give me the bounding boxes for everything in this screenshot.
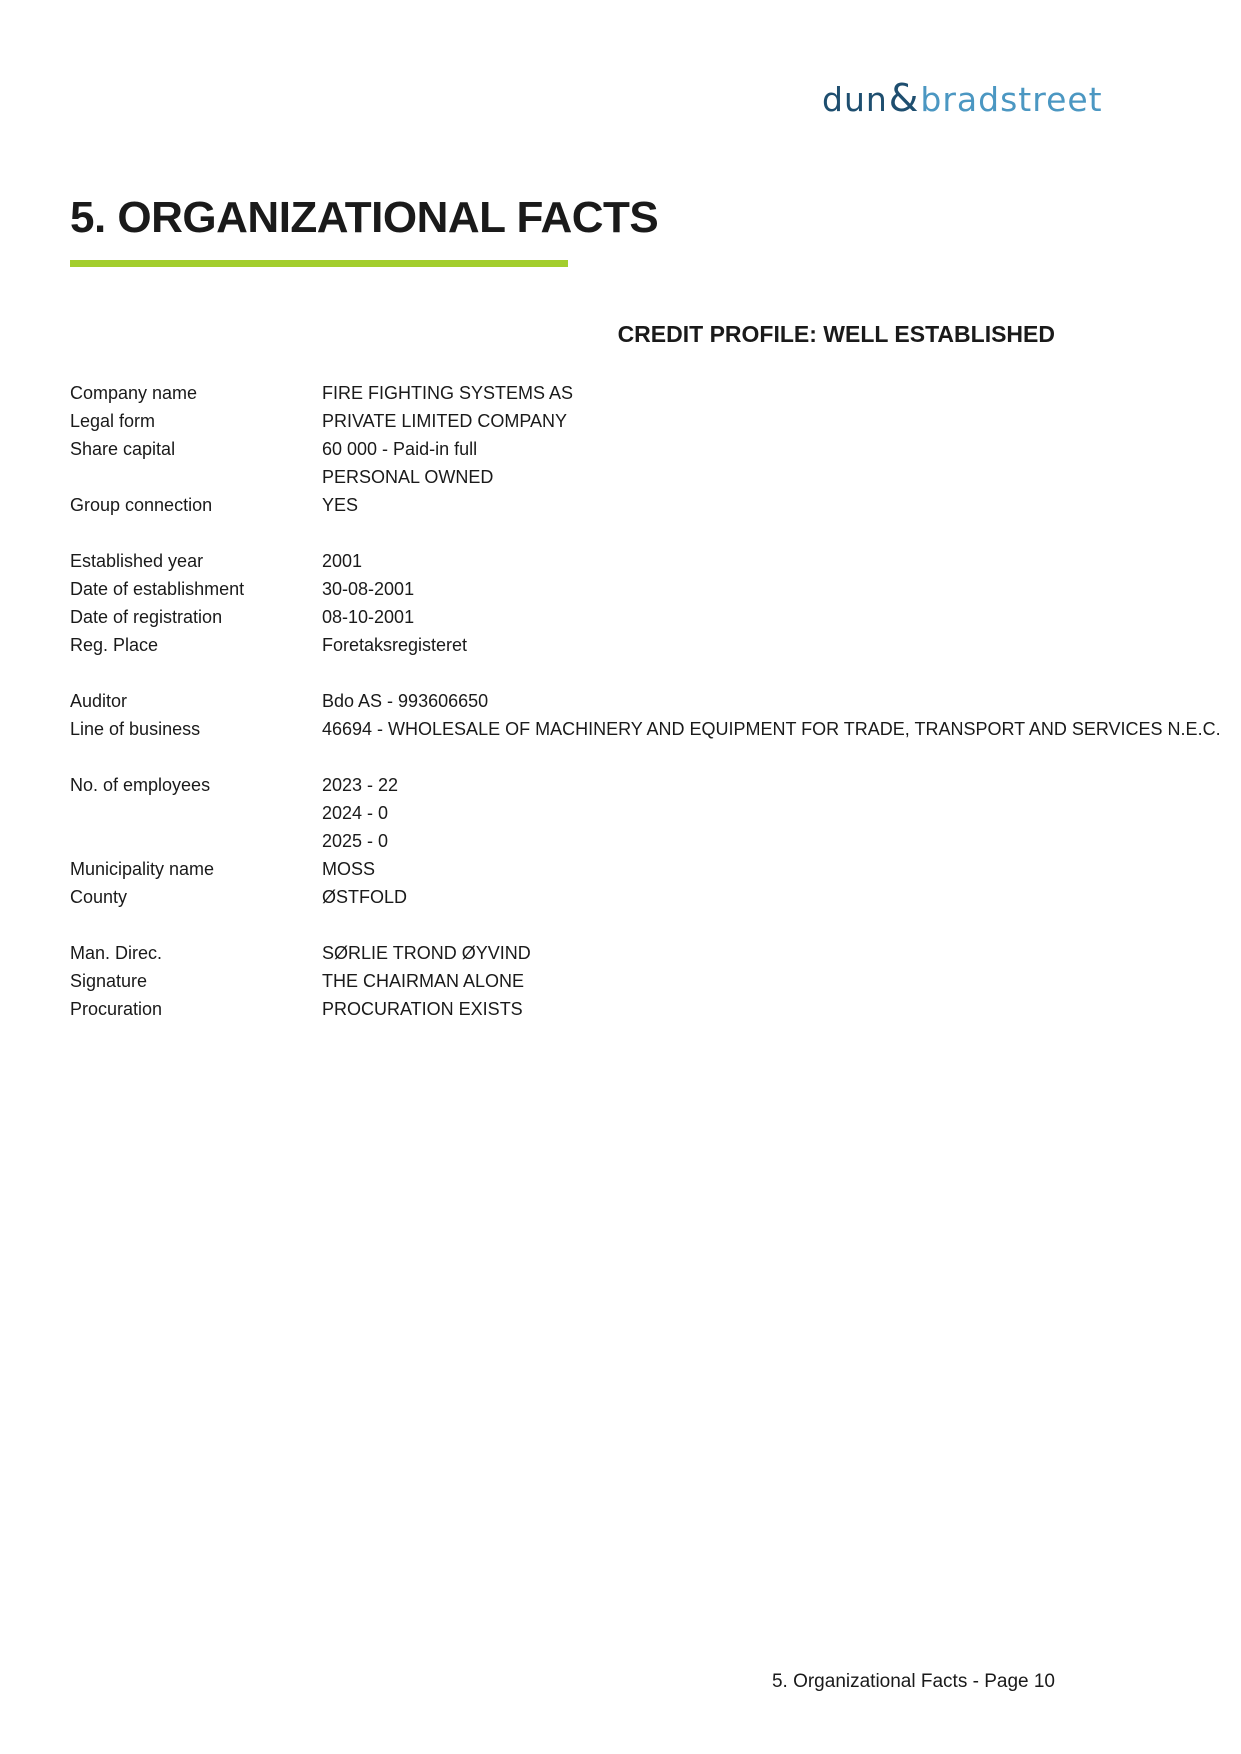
fact-row-employees-2025 (70, 827, 1240, 855)
logo-ampersand: & (888, 76, 920, 120)
fact-label: Procuration (70, 999, 163, 1019)
fact-value: 08-10-2001 (322, 607, 415, 627)
fact-value: Foretaksregisteret (322, 635, 468, 655)
fact-label: Signature (70, 971, 148, 991)
fact-value: Bdo AS - 993606650 (322, 691, 489, 711)
fact-row-county (70, 883, 1240, 911)
page-footer: 5. Organizational Facts - Page 10 (771, 1671, 1055, 1692)
fact-label: Municipality name (70, 859, 215, 879)
logo-text-dun: dun (822, 80, 888, 119)
fact-row-established-year (70, 547, 1240, 575)
fact-label: Line of business (70, 719, 201, 739)
fact-value: THE CHAIRMAN ALONE (322, 971, 525, 991)
fact-value: YES (322, 495, 359, 515)
fact-value: 30-08-2001 (322, 579, 415, 599)
fact-row-municipality (70, 855, 1240, 883)
fact-value: 2001 (322, 551, 363, 571)
fact-value: 2025 - 0 (322, 831, 389, 851)
fact-row-reg-place (70, 631, 1240, 659)
organizational-facts-list (70, 379, 1240, 1023)
fact-label: No. of employees (70, 775, 211, 795)
fact-row-ownership (70, 463, 1240, 491)
fact-value: PRIVATE LIMITED COMPANY (322, 411, 568, 431)
credit-profile-heading: CREDIT PROFILE: WELL ESTABLISHED (617, 321, 1055, 347)
fact-row-legal-form (70, 407, 1240, 435)
fact-row-procuration (70, 995, 1240, 1023)
fact-label: Auditor (70, 691, 128, 711)
fact-label: Group connection (70, 495, 213, 515)
fact-row-line-of-business (70, 715, 1240, 743)
fact-value: 2023 - 22 (322, 775, 399, 795)
fact-row-employees (70, 771, 1240, 799)
fact-label: Reg. Place (70, 635, 159, 655)
fact-label: Share capital (70, 439, 176, 459)
fact-value: FIRE FIGHTING SYSTEMS AS (322, 383, 574, 403)
page-title: 5. ORGANIZATIONAL FACTS (70, 193, 659, 242)
fact-value: 46694 - WHOLESALE OF MACHINERY AND EQUIPMENT FOR TRADE, TRANSPORT AND SERVICES N.E.C. (322, 719, 1221, 739)
fact-label: Date of registration (70, 607, 223, 627)
fact-value: ØSTFOLD (322, 887, 408, 907)
fact-label: Man. Direc. (70, 943, 163, 963)
title-underline (70, 260, 568, 267)
fact-row-auditor (70, 687, 1240, 715)
dun-bradstreet-logo (822, 78, 1103, 120)
fact-row-signature (70, 967, 1240, 995)
fact-row-company-name (70, 379, 1240, 407)
logo-text-bradstreet: bradstreet (920, 80, 1103, 119)
fact-row-man-direc (70, 939, 1240, 967)
fact-label: Established year (70, 551, 204, 571)
fact-value: SØRLIE TROND ØYVIND (322, 943, 531, 963)
fact-row-employees-2024 (70, 799, 1240, 827)
fact-value: PROCURATION EXISTS (322, 999, 523, 1019)
fact-row-share-capital (70, 435, 1240, 463)
fact-row-date-of-establishment (70, 575, 1240, 603)
fact-label: County (70, 887, 128, 907)
fact-label: Company name (70, 383, 198, 403)
fact-row-group-connection (70, 491, 1240, 519)
fact-value: 60 000 - Paid-in full (322, 439, 478, 459)
fact-value: PERSONAL OWNED (322, 467, 494, 487)
fact-label: Date of establishment (70, 579, 245, 599)
fact-label: Legal form (70, 411, 156, 431)
fact-value: MOSS (322, 859, 376, 879)
fact-row-date-of-registration (70, 603, 1240, 631)
fact-value: 2024 - 0 (322, 803, 389, 823)
